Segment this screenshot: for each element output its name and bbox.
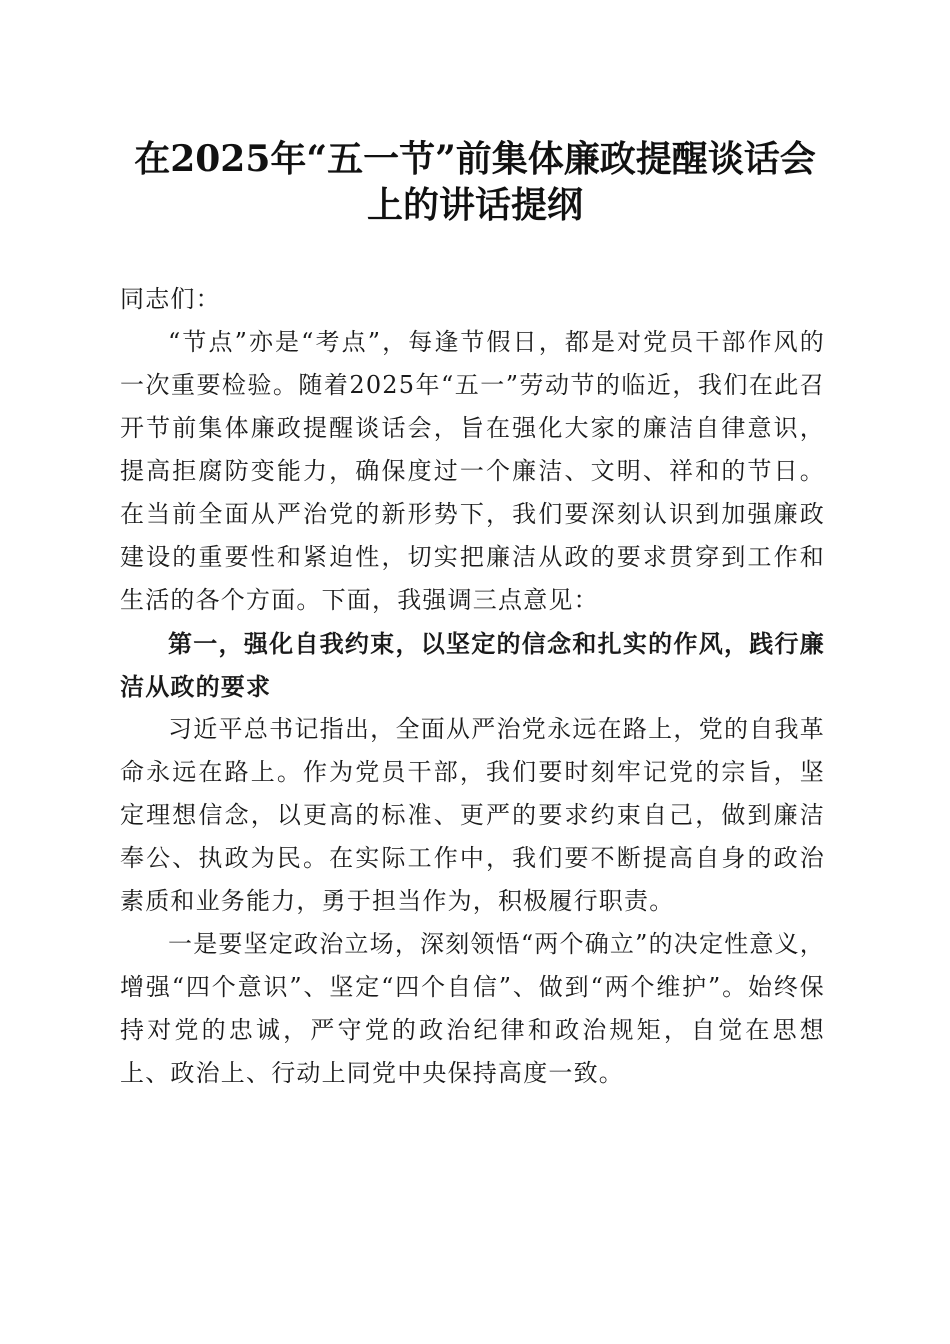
paragraph-intro: “节点”亦是“考点”，每逢节假日，都是对党员干部作风的一次重要检验。随着2025年“五一”劳动节的临近，我们在此召开节前集体廉政提醒谈话会，旨在强化大家的廉洁自律意识，提高拒腐防变能力，确保度过一个廉洁、文明、祥和的节日。在当前全面从严治党的新形势下，我们要深刻认识到加强廉政建设的重要性和紧迫性，切实把廉洁从政的要求贯穿到工作和生活的各个方面。下面，我强调三点意见： — [120, 328, 825, 614]
document-title — [110, 136, 840, 228]
section-heading-first: 第一，强化自我约束，以坚定的信念和扎实的作风，践行廉洁从政的要求 — [120, 629, 825, 701]
paragraph-section-one: 习近平总书记指出，全面从严治党永远在路上，党的自我革命永远在路上。作为党员干部，我们要时刻牢记党的宗旨，坚定理想信念，以更高的标准、更严的要求约束自己，做到廉洁奉公、执政为民。在实际工作中，我们要不断提高自身的政治素质和业务能力，勇于担当作为，积极履行职责。 — [120, 715, 825, 915]
salutation: 同志们： — [120, 285, 221, 313]
title-line-1: 在2025年“五一节”前集体廉政提醒谈话会 — [134, 138, 816, 180]
document-body — [120, 278, 825, 1095]
paragraph-point-one: 一是要坚定政治立场，深刻领悟“两个确立”的决定性意义，增强“四个意识”、坚定“四个自信”、做到“两个维护”。始终保持对党的忠诚，严守党的政治纪律和政治规矩，自觉在思想上、政治上、行动上同党中央保持高度一致。 — [120, 930, 825, 1087]
title-line-2: 上的讲话提纲 — [366, 184, 583, 226]
